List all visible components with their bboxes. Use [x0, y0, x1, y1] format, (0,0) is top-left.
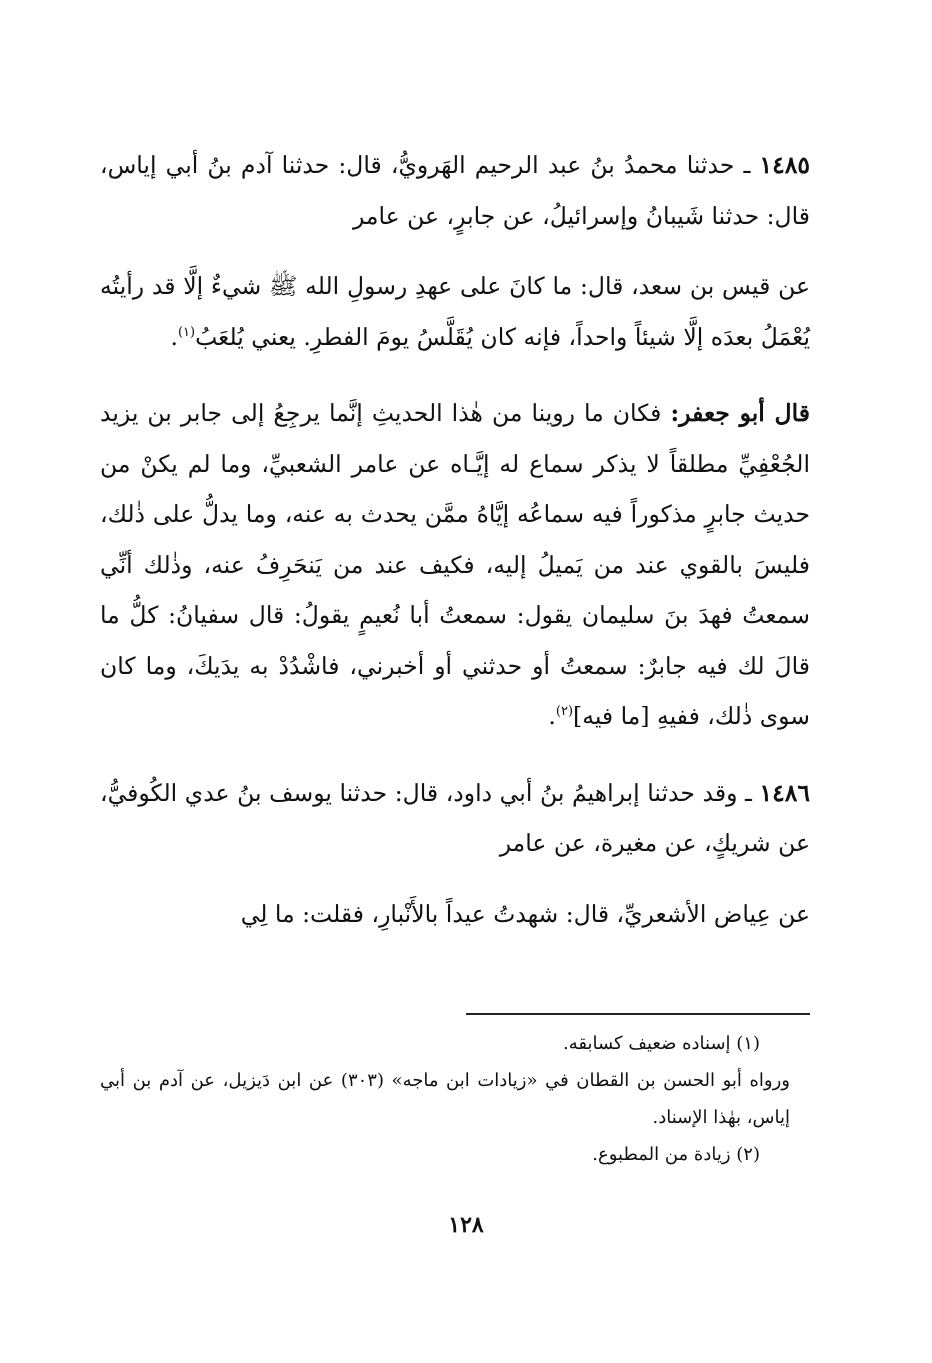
- matn-end: .: [170, 322, 178, 351]
- footnote-1-continuation: ورواه أبو الحسن بن القطان في «زيادات ابن ماجه» (٣٠٣) عن ابن دَيزيل، عن آدم بن أبي إياس، بهٰذا الإسناد.: [100, 1070, 790, 1128]
- commentary-end: .: [548, 702, 556, 730]
- hadith-1486-matn: عن عِياض الأشعريِّ، قال: شهدتُ عيداً بالأَنْبارِ، فقلت: ما لِي: [240, 899, 810, 928]
- footnotes: [100, 1025, 790, 1173]
- commentary-lead: قال أبو جعفر:: [670, 399, 810, 427]
- footnote-2: (٢) زيادة من المطبوع.: [592, 1144, 760, 1165]
- hadith-1485-isnad: [100, 140, 810, 241]
- commentary-paragraph: [100, 388, 810, 742]
- footnote-ref-2[interactable]: (٢): [555, 704, 574, 720]
- footnote-divider: [466, 1013, 810, 1015]
- hadith-1486-isnad: [100, 768, 810, 869]
- matn-text: عن قيس بن سعد، قال: ما كانَ على عهدِ رسولِ الله ﷺ شيءٌ إلَّا قد رأيتُه يُعْمَلُ بعدَه إلَّا شيئاً واحداً، فإنه كان يُقَلَّسُ يومَ الفطرِ. يعني يُلعَبُ: [100, 272, 810, 351]
- commentary-text: فكان ما روينا من هٰذا الحديثِ إنَّما يرجِعُ إلى جابر بن يزيد الجُعْفِيِّ مطلقاً لا يذكر سماع له إيَّـاه عن عامر الشعبيِّ، وما لم يكنْ من حديث جابرٍ مذكوراً فيه سماعُه إيَّاهُ ممَّن يحدث به عنه، وما يدلُّ على ذٰلك، فليسَ بالقوي عند من يَميلُ إليه، فكيف عند من يَنحَرِفُ عنه، وذٰلك أنِّي سمعتُ فهدَ بنَ سليمان يقول: سمعتُ أبا نُعيمٍ يقولُ: قال سفيانُ: كلُّ ما قالَ لك فيه جابرٌ: سمعتُ أو حدثني أو أخبرني، فاشْدُدْ به يدَيكَ، وما كان سوى ذٰلك، ففيهِ [ما فيه]: [100, 399, 810, 730]
- page-number: ١٢٨: [448, 1212, 484, 1238]
- hadith-number: ١٤٨٦: [759, 778, 810, 807]
- isnad-text: ـ حدثنا محمدُ بنُ عبد الرحيم الهَرويُّ، قال: حدثنا آدم بنُ أبي إياس، قال: حدثنا شَيبانُ وإسرائيلُ، عن جابرٍ، عن عامر: [100, 151, 810, 230]
- isnad-text: ـ وقد حدثنا إبراهيمُ بنُ أبي داود، قال: حدثنا يوسف بنُ عدي الكُوفيُّ، عن شريكٍ، عن مغيرة، عن عامر: [100, 778, 810, 857]
- footnote-1: (١) إسناده ضعيف كسابقه.: [563, 1033, 760, 1054]
- hadith-1485-matn: [100, 261, 810, 362]
- footnote-ref-1[interactable]: (١): [177, 324, 196, 340]
- main-text: [100, 140, 810, 939]
- hadith-number: ١٤٨٥: [759, 151, 810, 179]
